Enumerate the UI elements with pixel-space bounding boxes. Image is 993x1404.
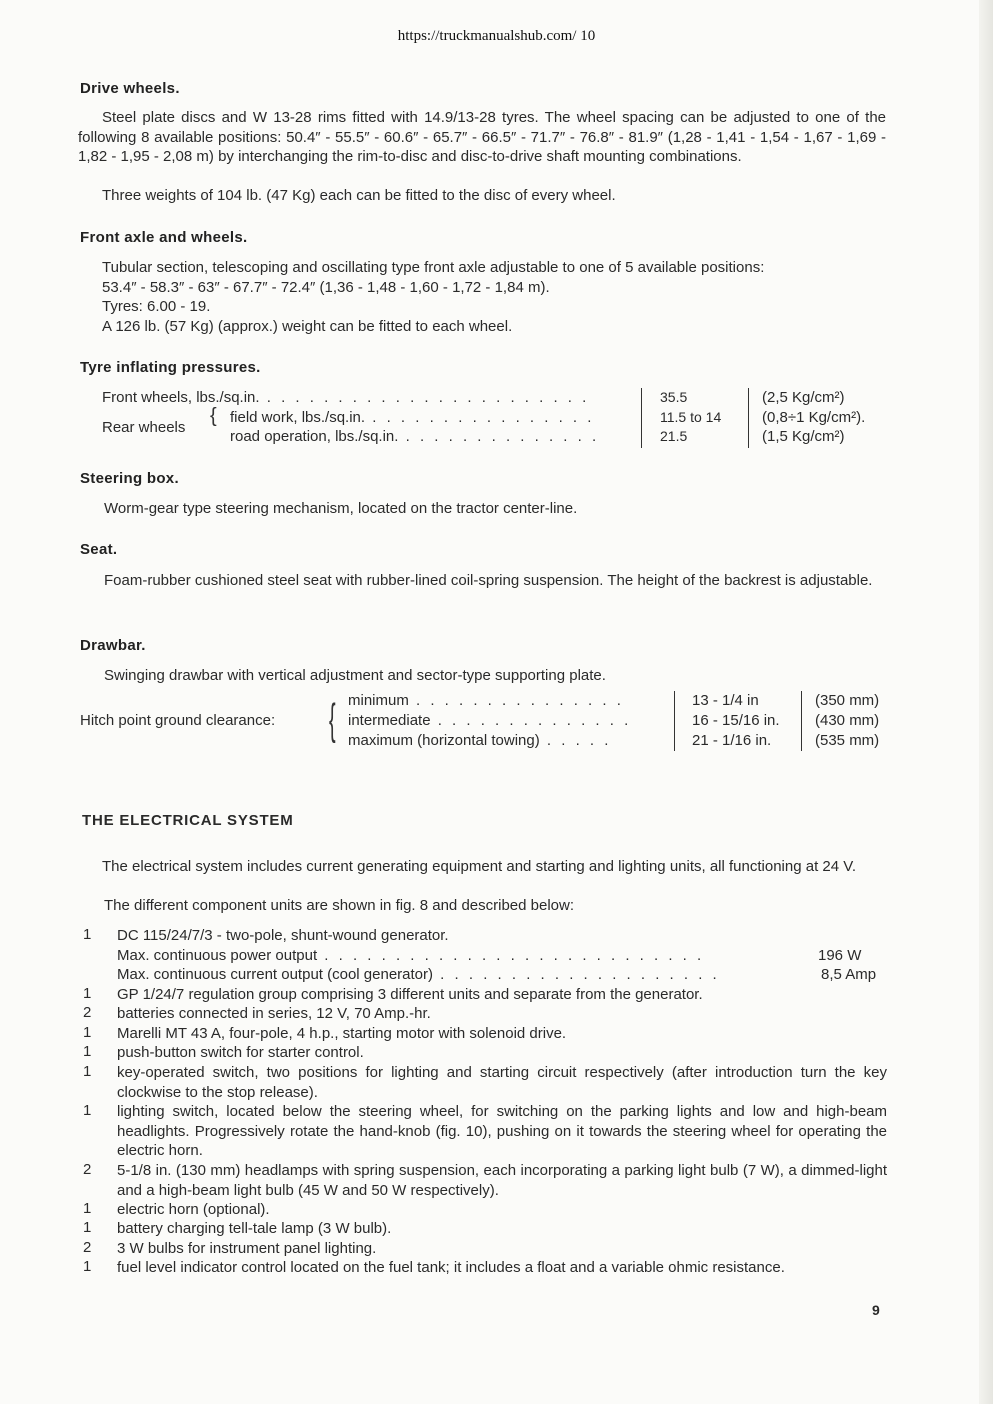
hitch-row-max-label: maximum (horizontal towing) . . . . . bbox=[348, 732, 612, 749]
road-operation-label: road operation, lbs./sq.in. . . . . . . . . . . . . . . bbox=[230, 428, 600, 445]
section-title-seat: Seat. bbox=[80, 541, 118, 558]
item-push-button: push-button switch for starter control. bbox=[117, 1044, 364, 1061]
item-qty: 1 bbox=[83, 1063, 92, 1080]
drive-wheels-weights-text: Three weights of 104 lb. (47 Kg) each can be fitted to the disc of every wheel. bbox=[102, 187, 616, 204]
item-qty: 1 bbox=[83, 1258, 92, 1275]
hitch-min-value: 13 - 1/4 in bbox=[692, 692, 759, 709]
hitch-row-int-label: intermediate . . . . . . . . . . . . . . bbox=[348, 712, 632, 729]
item-qty: 1 bbox=[83, 926, 92, 943]
front-axle-line-2: 53.4″ - 58.3″ - 63″ - 67.7″ - 72.4″ (1,36 - 1,48 - 1,60 - 1,72 - 1,84 m). bbox=[102, 279, 550, 296]
tyre-table-divider-1 bbox=[641, 388, 642, 448]
power-output-text: Max. continuous power output bbox=[117, 947, 318, 964]
front-wheels-label: Front wheels, lbs./sq.in. . . . . . . . . . . . . . . . . . . . . . . . bbox=[102, 389, 590, 406]
hitch-min-label: minimum bbox=[348, 692, 409, 709]
section-title-drive-wheels: Drive wheels. bbox=[80, 80, 180, 97]
front-axle-tyres: Tyres: 6.00 - 19. bbox=[102, 298, 211, 315]
item-qty: 2 bbox=[83, 1004, 92, 1021]
item-batteries: batteries connected in series, 12 V, 70 Amp.-hr. bbox=[117, 1005, 431, 1022]
item-regulation-group: GP 1/24/7 regulation group comprising 3 different units and separate from the generator. bbox=[117, 986, 703, 1003]
item-power-output-value: 196 W bbox=[818, 947, 862, 964]
drive-wheels-weights bbox=[78, 186, 886, 206]
rear-wheels-brace: { bbox=[210, 405, 217, 427]
item-generator: DC 115/24/7/3 - two-pole, shunt-wound generator. bbox=[117, 927, 449, 944]
drive-wheels-text: Steel plate discs and W 13-28 rims fitted with 14.9/13-28 tyres. The wheel spacing can be adjusted to one of the following 8 available positions: 50.4″ - 55.5″ - 60.6″ - 65.7″ - 66.5″ - 71.7″ - 76.8″ - 81.9″ (1,28 - 1,41 - 1,54 - 1,67 - 1,69 - 1,82 - 1,95 - 2,08 m) by interchanging the rim-to-disc and disc-to-drive shaft mounting combinations. bbox=[78, 109, 886, 166]
section-title-drawbar: Drawbar. bbox=[80, 637, 146, 654]
source-url[interactable]: https://truckmanualshub.com/ 10 bbox=[397, 28, 596, 44]
item-tell-tale: battery charging tell-tale lamp (3 W bulb). bbox=[117, 1220, 392, 1237]
item-power-output-label: Max. continuous power output . . . . . . . . . . . . . . . . . . . . . . . . . . . bbox=[117, 947, 705, 964]
front-axle-weight: A 126 lb. (57 Kg) (approx.) weight can be fitted to each wheel. bbox=[102, 318, 513, 335]
item-lighting-switch: lighting switch, located below the steering wheel, for switching on the parking lights and low and high-beam headlights. Progressively rotate the hand-knob (fig. 10), pushing on it towards the steering wheel for operating the electric horn. bbox=[117, 1103, 887, 1160]
section-title-electrical: THE ELECTRICAL SYSTEM bbox=[82, 812, 294, 829]
hitch-table-divider-1 bbox=[674, 691, 675, 751]
item-qty: 1 bbox=[83, 1200, 92, 1217]
page-edge-shadow bbox=[979, 0, 993, 1404]
item-panel-bulbs: 3 W bulbs for instrument panel lighting. bbox=[117, 1240, 377, 1257]
front-wheels-value: 35.5 bbox=[660, 389, 688, 405]
hitch-table-divider-2 bbox=[801, 691, 802, 751]
electrical-list-intro: The different component units are shown in fig. 8 and described below: bbox=[104, 897, 575, 914]
seat-text: Foam-rubber cushioned steel seat with rubber-lined coil-spring suspension. The height of the backrest is adjustable. bbox=[104, 572, 873, 589]
field-work-metric: (0,8÷1 Kg/cm²). bbox=[762, 409, 866, 426]
drawbar-text: Swinging drawbar with vertical adjustment and sector-type supporting plate. bbox=[104, 667, 606, 684]
field-work-label-text: field work, lbs./sq.in. bbox=[230, 409, 366, 426]
hitch-int-value: 16 - 15/16 in. bbox=[692, 712, 780, 729]
hitch-brace: { bbox=[329, 695, 336, 744]
item-fuel-indicator: fuel level indicator control located on the fuel tank; it includes a float and a variable ohmic resistance. bbox=[117, 1259, 785, 1276]
road-operation-metric: (1,5 Kg/cm²) bbox=[762, 428, 845, 445]
current-output-text: Max. continuous current output (cool generator) bbox=[117, 966, 434, 983]
section-title-steering: Steering box. bbox=[80, 470, 179, 487]
drive-wheels-paragraph bbox=[78, 108, 886, 167]
item-qty: 1 bbox=[83, 1024, 92, 1041]
front-wheels-label-text: Front wheels, lbs./sq.in. bbox=[102, 389, 260, 406]
section-title-tyre-pressures: Tyre inflating pressures. bbox=[80, 359, 261, 376]
road-operation-label-text: road operation, lbs./sq.in. bbox=[230, 428, 399, 445]
hitch-int-label: intermediate bbox=[348, 712, 431, 729]
front-wheels-metric: (2,5 Kg/cm²) bbox=[762, 389, 845, 406]
item-qty: 1 bbox=[83, 985, 92, 1002]
hitch-min-metric: (350 mm) bbox=[815, 692, 880, 709]
hitch-row-min-label: minimum . . . . . . . . . . . . . . . bbox=[348, 692, 624, 709]
tyre-table-divider-2 bbox=[748, 388, 749, 448]
hitch-label: Hitch point ground clearance: bbox=[80, 712, 276, 729]
electrical-intro bbox=[78, 857, 886, 877]
item-starting-motor: Marelli MT 43 A, four-pole, 4 h.p., starting motor with solenoid drive. bbox=[117, 1025, 567, 1042]
section-title-front-axle: Front axle and wheels. bbox=[80, 229, 248, 246]
electrical-intro-text: The electrical system includes current generating equipment and starting and lighting units, all functioning at 24 V. bbox=[102, 858, 857, 875]
item-qty: 1 bbox=[83, 1043, 92, 1060]
hitch-max-label: maximum (horizontal towing) bbox=[348, 732, 540, 749]
page-number: 9 bbox=[872, 1302, 880, 1318]
item-qty: 1 bbox=[83, 1219, 92, 1236]
item-qty: 1 bbox=[83, 1102, 92, 1119]
field-work-label: field work, lbs./sq.in. . . . . . . . . . . . . . . . . bbox=[230, 409, 595, 426]
item-headlamps: 5-1/8 in. (130 mm) headlamps with spring suspension, each incorporating a parking light bulb (7 W), a dimmed-light and a high-beam light bulb (45 W and 50 W respectively). bbox=[117, 1162, 887, 1199]
field-work-value: 11.5 to 14 bbox=[660, 409, 722, 425]
road-operation-value: 21.5 bbox=[660, 428, 688, 444]
item-current-output-label: Max. continuous current output (cool generator) . . . . . . . . . . . . . . . . . . . . bbox=[117, 966, 720, 983]
item-qty: 2 bbox=[83, 1239, 92, 1256]
steering-text: Worm-gear type steering mechanism, located on the tractor center-line. bbox=[104, 500, 578, 517]
item-key-switch: key-operated switch, two positions for lighting and starting circuit respectively (after introduction turn the key clockwise to the stop release). bbox=[117, 1064, 887, 1101]
item-current-output-value: 8,5 Amp bbox=[821, 966, 877, 983]
front-axle-line-1: Tubular section, telescoping and oscillating type front axle adjustable to one of 5 available positions: bbox=[102, 259, 765, 276]
rear-wheels-label: Rear wheels bbox=[102, 419, 186, 436]
item-horn: electric horn (optional). bbox=[117, 1201, 270, 1218]
item-qty: 2 bbox=[83, 1161, 92, 1178]
hitch-max-metric: (535 mm) bbox=[815, 732, 880, 749]
hitch-max-value: 21 - 1/16 in. bbox=[692, 732, 772, 749]
hitch-int-metric: (430 mm) bbox=[815, 712, 880, 729]
